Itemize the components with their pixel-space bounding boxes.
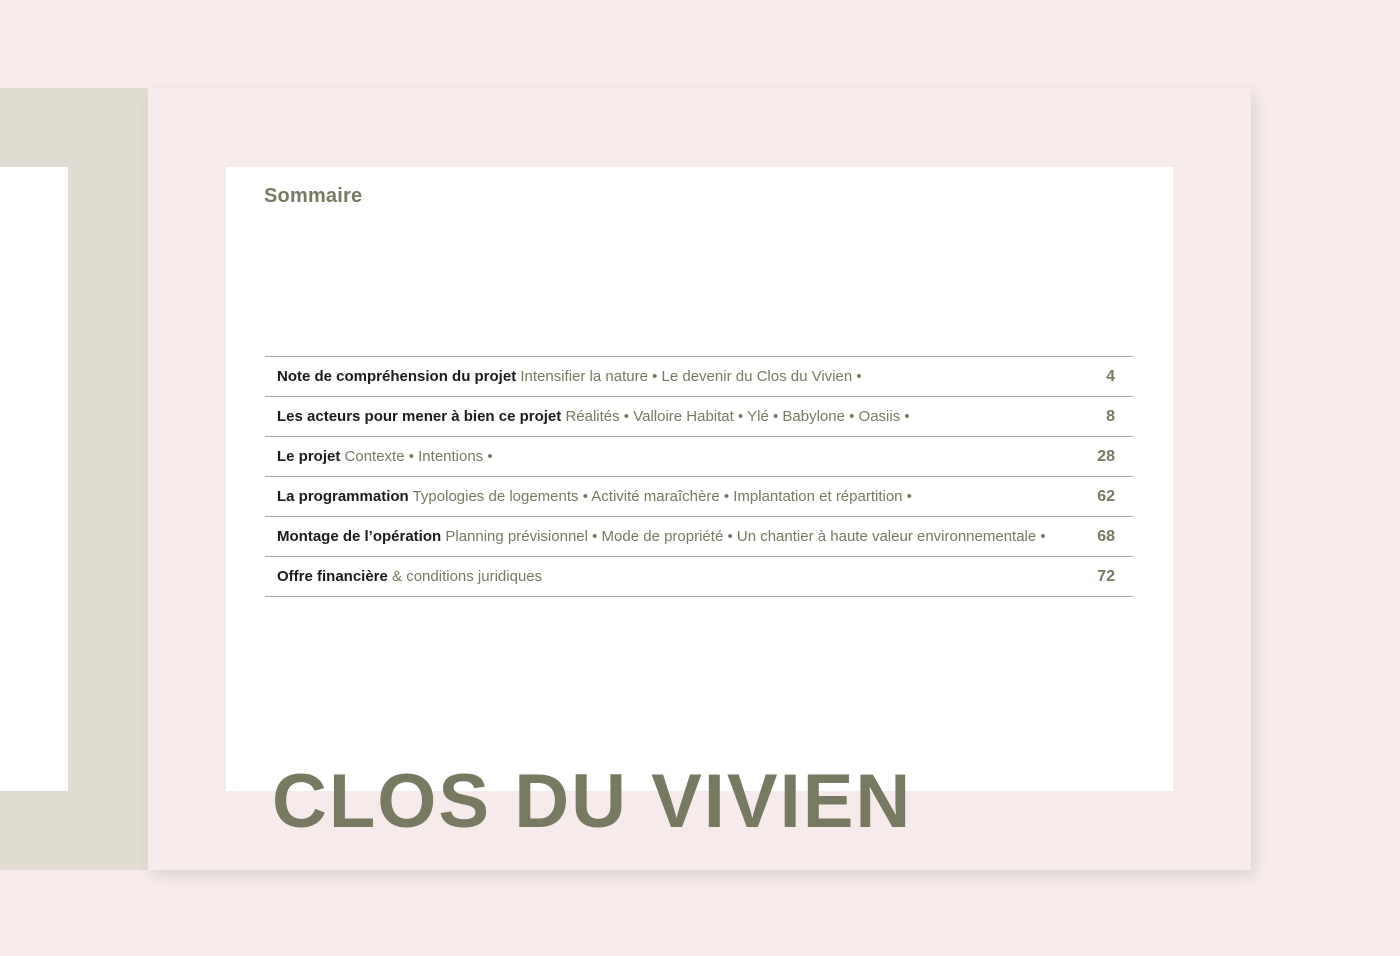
toc-page-number: 62 <box>1097 487 1115 505</box>
toc-row <box>265 397 1133 437</box>
toc-main-title: Note de compréhension du projet <box>277 369 517 384</box>
table-of-contents <box>265 356 1133 597</box>
right-page <box>148 88 1251 870</box>
toc-page-number: 8 <box>1106 407 1115 425</box>
toc-entry-text <box>277 529 1046 544</box>
toc-subtitle: Contexte • Intentions • <box>344 449 493 464</box>
left-page-white-panel <box>0 167 68 791</box>
toc-entry-text <box>277 369 862 384</box>
toc-row <box>265 477 1133 517</box>
toc-subtitle: Réalités • Valloire Habitat • Ylé • Babylone • Oasiis • <box>565 409 910 424</box>
toc-row <box>265 437 1133 477</box>
toc-subtitle: Typologies de logements • Activité maraîchère • Implantation et répartition • <box>412 489 912 504</box>
contents-panel <box>226 167 1173 791</box>
toc-main-title: Offre financière <box>277 569 388 584</box>
toc-entry-text <box>277 489 912 504</box>
toc-page-number: 68 <box>1097 527 1115 545</box>
toc-main-title: Montage de l’opération <box>277 529 442 544</box>
toc-page-number: 72 <box>1097 567 1115 585</box>
toc-page-number: 4 <box>1106 367 1115 385</box>
toc-main-title: Le projet <box>277 449 341 464</box>
toc-entry-text <box>277 409 910 424</box>
left-page <box>0 88 148 870</box>
toc-row <box>265 357 1133 397</box>
toc-row <box>265 557 1133 597</box>
toc-main-title: La programmation <box>277 489 409 504</box>
toc-row <box>265 517 1133 557</box>
sommaire-title: Sommaire <box>264 185 363 207</box>
brand-title: CLOS DU VIVIEN <box>272 759 913 844</box>
toc-subtitle: & conditions juridiques <box>392 569 543 584</box>
toc-main-title: Les acteurs pour mener à bien ce projet <box>277 409 562 424</box>
toc-subtitle: Planning prévisionnel • Mode de propriété • Un chantier à haute valeur environnementale • <box>445 529 1046 544</box>
toc-entry-text <box>277 449 493 464</box>
toc-entry-text <box>277 569 542 584</box>
toc-subtitle: Intensifier la nature • Le devenir du Clos du Vivien • <box>520 369 862 384</box>
toc-page-number: 28 <box>1097 447 1115 465</box>
